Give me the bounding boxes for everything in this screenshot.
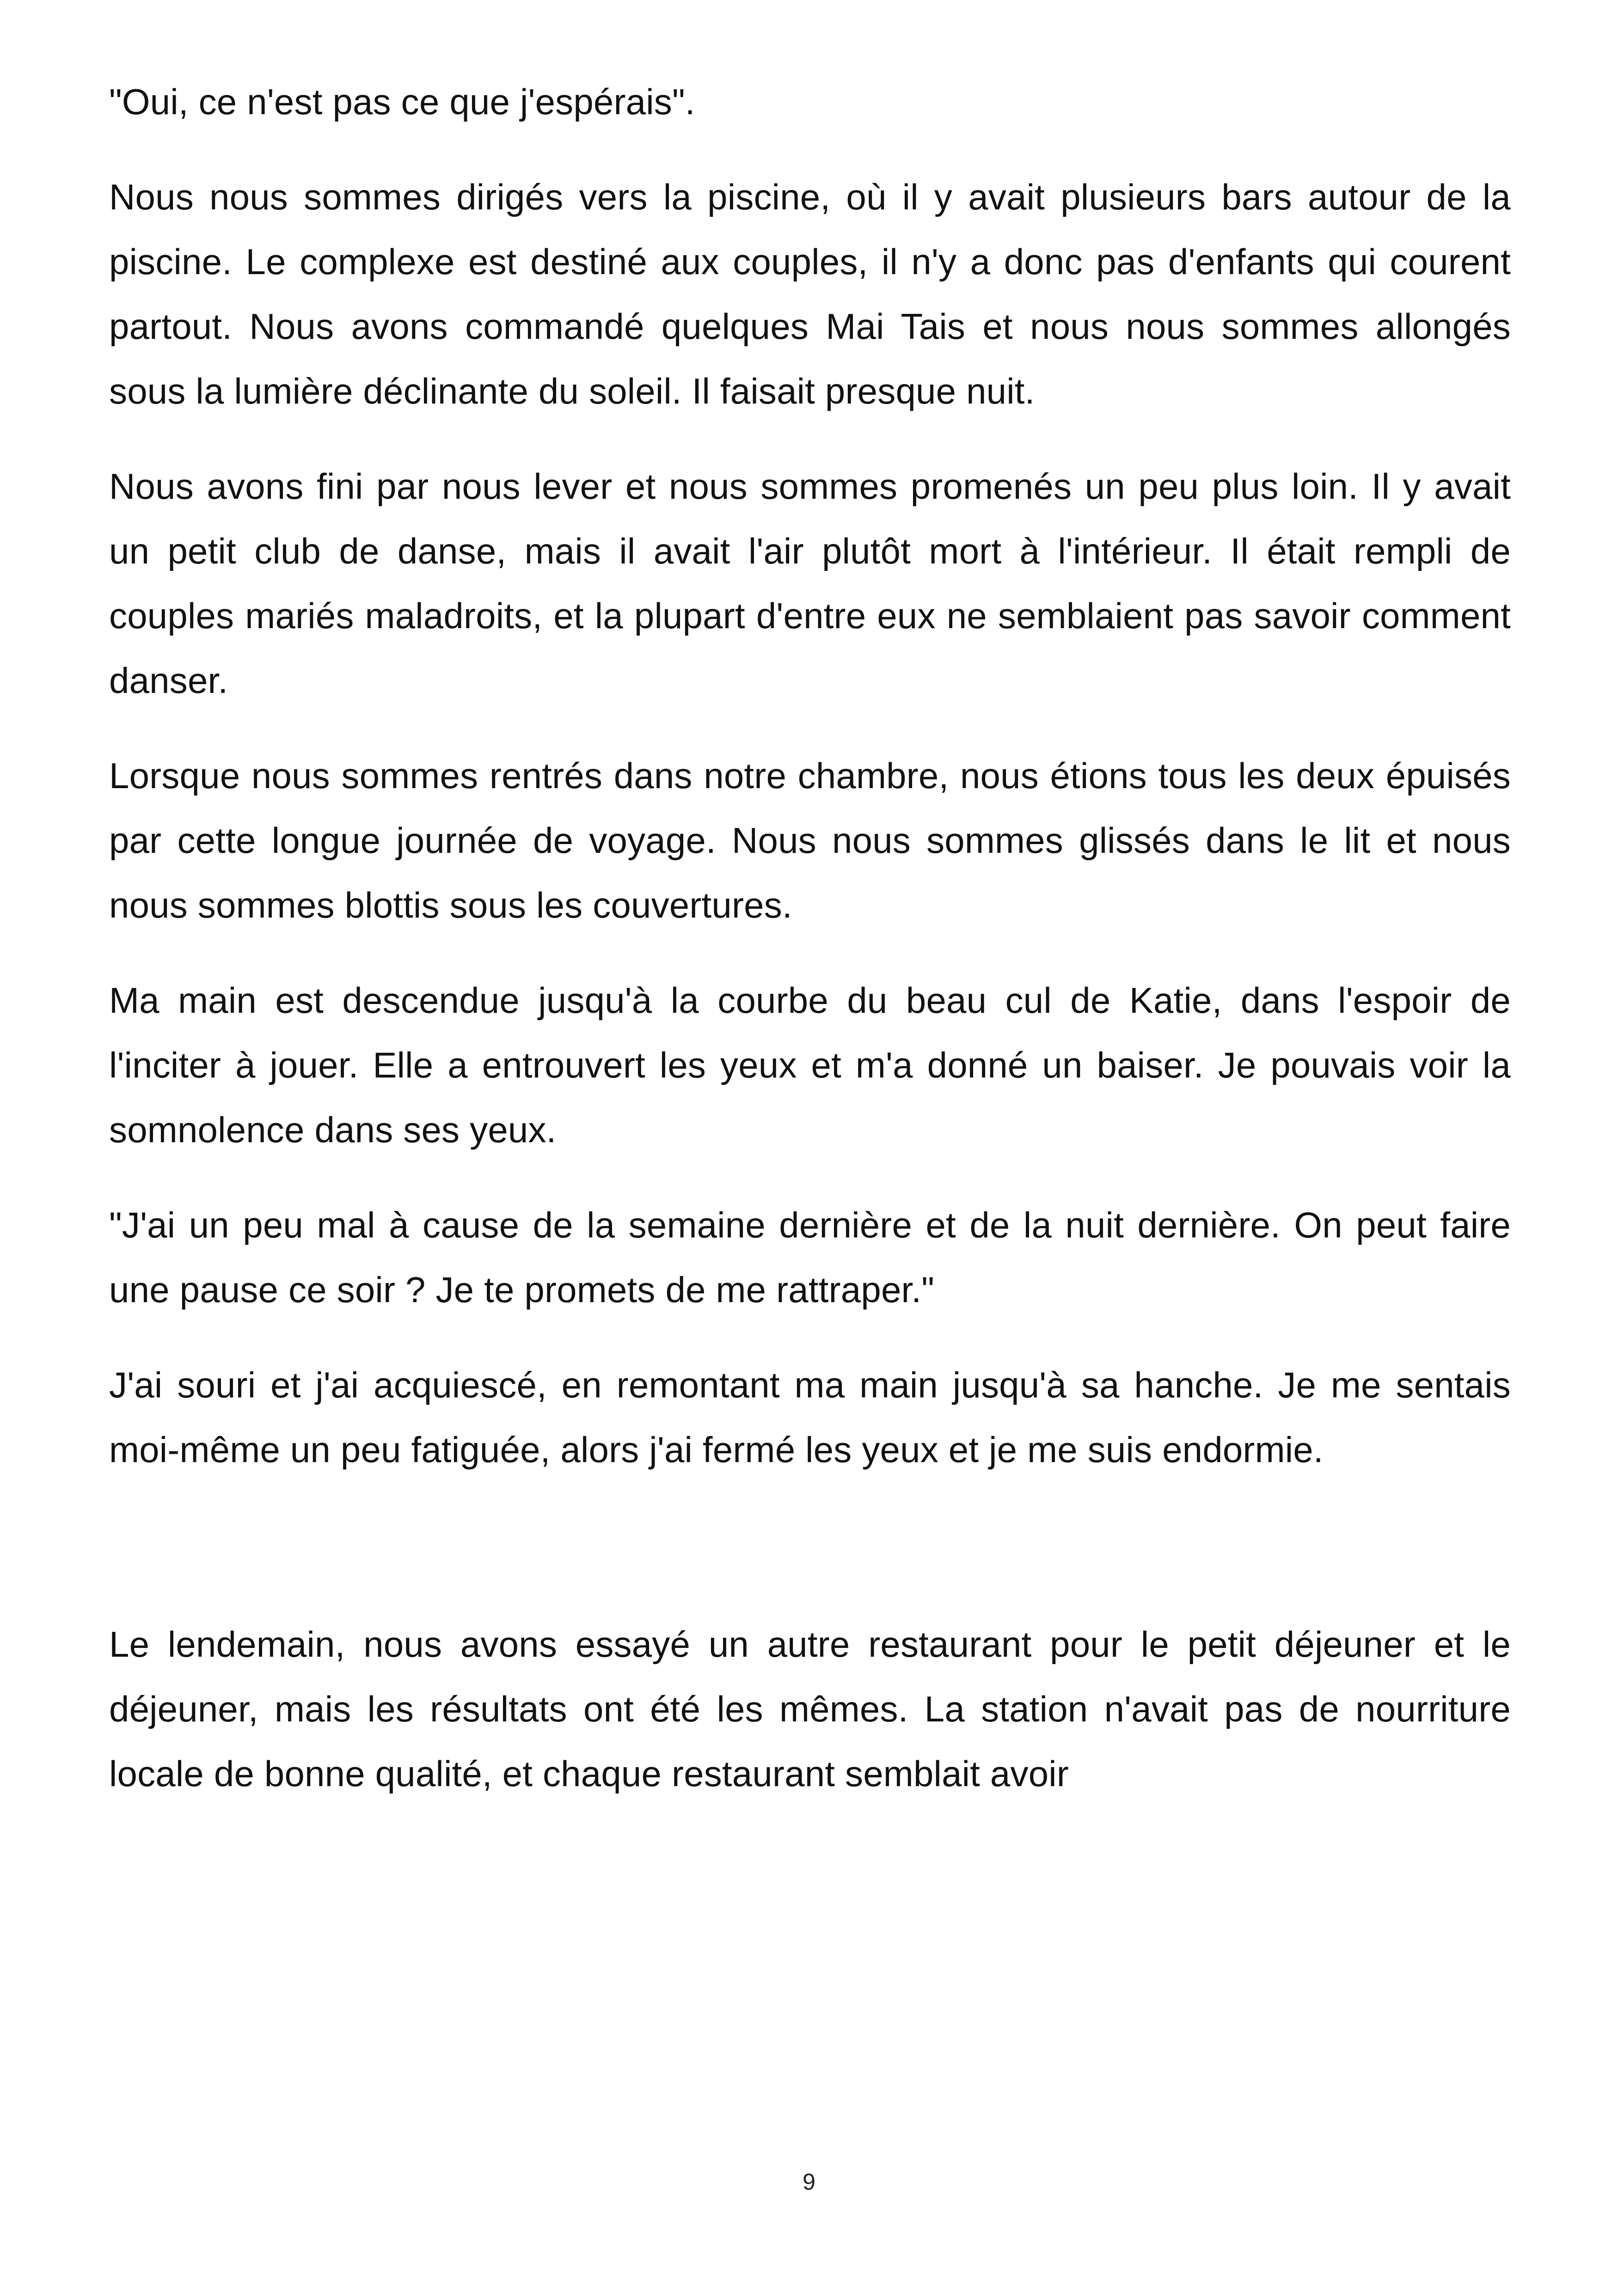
section-break-space [109,1512,1511,1612]
paragraph-6: "J'ai un peu mal à cause de la semaine dernière et de la nuit dernière. On peut faire une pause ce soir ? Je te promets de me rattraper." [109,1205,1511,1310]
page-content [109,69,1511,1837]
paragraph-5: Ma main est descendue jusqu'à la courbe du beau cul de Katie, dans l'espoir de l'inciter à jouer. Elle a entrouvert les yeux et m'a donné un baiser. Je pouvais voir la somnolence dans ses yeux. [109,980,1511,1150]
paragraph-3: Nous avons fini par nous lever et nous sommes promenés un peu plus loin. Il y avait un petit club de danse, mais il avait l'air plutôt mort à l'intérieur. Il était rempli de couples mariés maladroits, et la plupart d'entre eux ne semblaient pas savoir comment danser. [109,466,1511,701]
paragraph-4: Lorsque nous sommes rentrés dans notre chambre, nous étions tous les deux épuisés par cette longue journée de voyage. Nous nous sommes glissés dans le lit et nous nous sommes blottis sous les couvertures. [109,755,1511,925]
page-number: 9 [803,2169,815,2195]
paragraph-8: Le lendemain, nous avons essayé un autre restaurant pour le petit déjeuner et le déjeuner, mais les résultats ont été les mêmes. La station n'avait pas de nourriture locale de bonne qualité, et chaque restaurant semblait avoir [109,1624,1511,1794]
paragraph-7: J'ai souri et j'ai acquiescé, en remontant ma main jusqu'à sa hanche. Je me sentais moi-même un peu fatiguée, alors j'ai fermé les yeux et je me suis endormie. [109,1365,1511,1470]
paragraph-2: Nous nous sommes dirigés vers la piscine, où il y avait plusieurs bars autour de la piscine. Le complexe est destiné aux couples, il n'y a donc pas d'enfants qui courent partout. Nous avons commandé quelques Mai Tais et nous nous sommes allongés sous la lumière déclinante du soleil. Il faisait presque nuit. [109,177,1511,411]
paragraph-1: "Oui, ce n'est pas ce que j'espérais". [109,81,695,122]
